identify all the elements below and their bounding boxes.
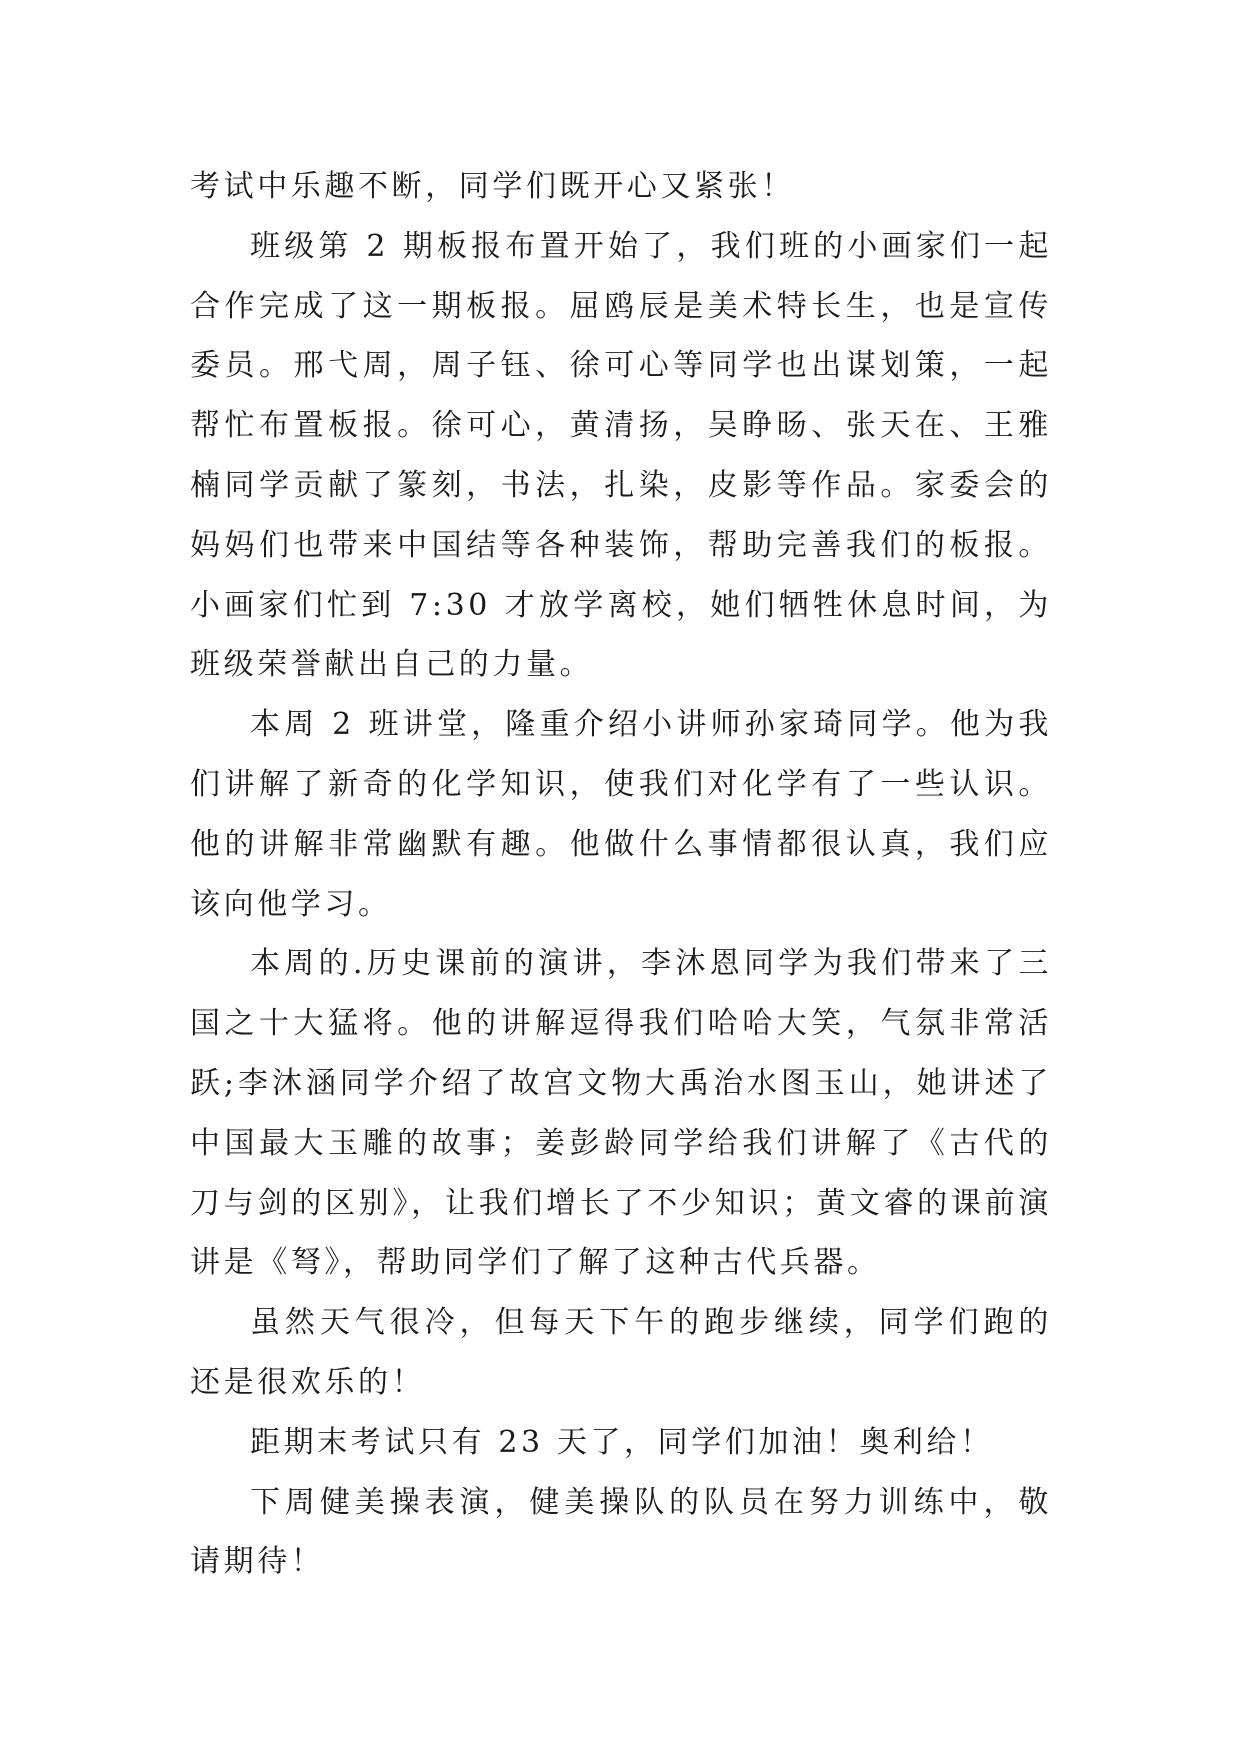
paragraph-history-speech: 本周的.历史课前的演讲，李沐恩同学为我们带来了三国之十大猛将。他的讲解逗得我们哈哈大笑，气氛非常活跃;李沐涵同学介绍了故宫文物大禹治水图玉山，她讲述了中国最大玉雕的故事；姜彭龄同学给我们讲解了《古代的刀与剑的区别》，让我们增长了不少知识；黄文睿的课前演讲是《弩》，帮助同学们了解了这种古代兵器。 xyxy=(190,946,1052,1281)
paragraph-blackboard-newsletter: 班级第 2 期板报布置开始了，我们班的小画家们一起合作完成了这一期板报。屈鸥辰是美术特长生，也是宣传委员。邢弋周，周子钰、徐可心等同学也出谋划策，一起帮忙布置板报。徐可心，黄清扬，吴睁旸、张天在、王雅楠同学贡献了篆刻，书法，扎染，皮影等作品。家委会的妈妈们也带来中国结等各种装饰，帮助完善我们的板报。小画家们忙到 7:30 才放学离校，她们牺牲休息时间，为班级荣誉献出自己的力量。 xyxy=(190,228,1052,683)
paragraph-aerobics-show: 下周健美操表演，健美操队的队员在努力训练中，敬请期待！ xyxy=(190,1484,1052,1580)
paragraph-exam-fun: 考试中乐趣不断，同学们既开心又紧张！ xyxy=(190,169,795,204)
paragraph-class-lecture: 本周 2 班讲堂，隆重介绍小讲师孙家琦同学。他为我们讲解了新奇的化学知识，使我们对化学有了一些认识。他的讲解非常幽默有趣。他做什么事情都很认真，我们应该向他学习。 xyxy=(190,707,1052,922)
paragraph-afternoon-running: 虽然天气很冷，但每天下午的跑步继续，同学们跑的还是很欢乐的！ xyxy=(190,1305,1052,1400)
paragraph-exam-countdown: 距期末考试只有 23 天了，同学们加油！奥利给！ xyxy=(250,1424,994,1460)
document-body xyxy=(190,157,1052,1592)
